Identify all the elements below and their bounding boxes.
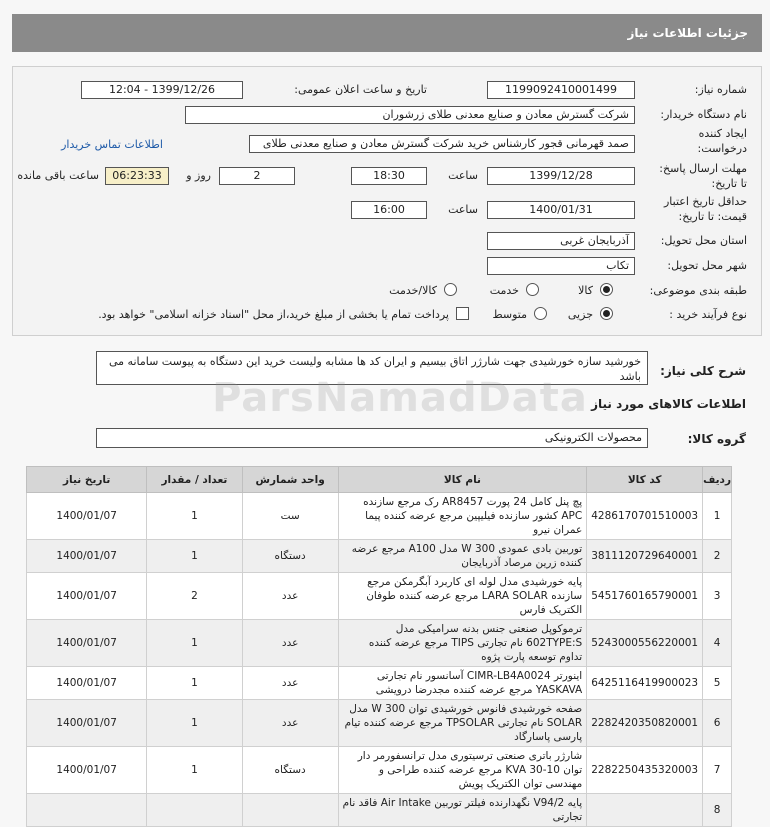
deadline-label-1: مهلت ارسال پاسخ: <box>659 162 747 175</box>
cell-row: 5 <box>703 667 732 700</box>
buyer-field: شرکت گسترش معادن و صنایع معدنی طلای زرشوران <box>185 106 635 124</box>
col-row-header: ردیف <box>703 467 732 493</box>
need-number-field: 1199092410001499 <box>487 81 635 99</box>
cell-date: 1400/01/07 <box>27 540 147 573</box>
goods-group-label: گروه کالا: <box>687 432 746 446</box>
cell-qty: 1 <box>147 700 242 747</box>
watermark: ParsNamadData <box>212 375 588 421</box>
validity-label-2: قیمت: تا تاریخ: <box>678 210 747 223</box>
col-code-header: کد کالا <box>587 467 703 493</box>
cell-date: 1400/01/07 <box>27 700 147 747</box>
creator-label-2: درخواست: <box>697 142 747 155</box>
days-field: 2 <box>219 167 295 185</box>
table-header-row <box>27 467 732 493</box>
category-label: طبقه بندی موضوعی: <box>649 284 747 297</box>
cell-code: 5451760165790001 <box>587 573 703 620</box>
items-table <box>26 466 732 827</box>
cell-date: 1400/01/07 <box>27 573 147 620</box>
page-header <box>12 14 762 52</box>
cell-row: 1 <box>703 493 732 540</box>
province-field: آذربایجان غربی <box>487 232 635 250</box>
process-minor-radio[interactable] <box>600 307 613 320</box>
cell-qty: 2 <box>147 573 242 620</box>
goods-group-field: محصولات الکترونیکی <box>96 428 648 448</box>
deadline-label-2: تا تاریخ: <box>711 177 747 190</box>
category-goods-label: کالا <box>578 284 593 297</box>
days-label: روز و <box>186 169 211 182</box>
city-label: شهر محل تحویل: <box>667 259 747 272</box>
cell-name: اینورتر CIMR-LB4A0024 آسانسور نام تجارتی YASKAVA مرجع عرضه کننده مجدرضا درویشی <box>338 667 587 700</box>
description-label: شرح کلی نیاز: <box>660 364 746 378</box>
table-row[interactable] <box>27 573 732 620</box>
cell-unit: عدد <box>242 700 338 747</box>
cell-code <box>587 794 703 827</box>
validity-time-label: ساعت <box>448 203 478 216</box>
remaining-time-field: 06:23:33 <box>105 167 169 185</box>
cell-date: 1400/01/07 <box>27 620 147 667</box>
table-row[interactable] <box>27 540 732 573</box>
col-name-header: نام کالا <box>338 467 587 493</box>
cell-name: ترموکوپل صنعتی جنس بدنه سرامیکی مدل 602TYPE:S نام تجارتی TIPS مرجع عرضه کننده تداوم توسعه پارت پژوه <box>338 620 587 667</box>
table-row[interactable] <box>27 747 732 794</box>
cell-qty: 1 <box>147 493 242 540</box>
need-number-label: شماره نیاز: <box>694 83 747 96</box>
cell-row: 6 <box>703 700 732 747</box>
cell-qty: 1 <box>147 747 242 794</box>
cell-qty: 1 <box>147 620 242 667</box>
cell-qty: 1 <box>147 667 242 700</box>
buyer-contact-link[interactable]: اطلاعات تماس خریدار <box>61 138 163 151</box>
cell-row: 8 <box>703 794 732 827</box>
cell-unit: ست <box>242 493 338 540</box>
col-qty-header: تعداد / مقدار <box>147 467 242 493</box>
col-unit-header: واحد شمارش <box>242 467 338 493</box>
cell-unit: دستگاه <box>242 747 338 794</box>
cell-name: شارژر باتری صنعتی ترسیتوری مدل ترانسفورمر دار توان 10-30 KVA مرجع عرضه کننده طراحی و مهندسی توان الکتریک پویش <box>338 747 587 794</box>
table-row[interactable] <box>27 667 732 700</box>
category-goods-radio[interactable] <box>600 283 613 296</box>
table-row[interactable] <box>27 493 732 540</box>
city-field: تکاب <box>487 257 635 275</box>
cell-row: 3 <box>703 573 732 620</box>
deadline-date-field: 1399/12/28 <box>487 167 635 185</box>
process-label: نوع فرآیند خرید : <box>669 308 747 321</box>
cell-name: پایه خورشیدی مدل لوله ای کاربرد آبگرمکن مرجع سازنده LARA SOLAR مرجع عرضه کننده طوفان الکتریک فارس <box>338 573 587 620</box>
treasury-payment-checkbox[interactable] <box>456 307 469 320</box>
category-service-label: خدمت <box>489 284 519 297</box>
cell-code: 3811120729640001 <box>587 540 703 573</box>
table-row[interactable] <box>27 700 732 747</box>
cell-unit: عدد <box>242 620 338 667</box>
process-medium-radio[interactable] <box>534 307 547 320</box>
cell-qty: 1 <box>147 540 242 573</box>
cell-row: 4 <box>703 620 732 667</box>
remaining-label: ساعت باقی مانده <box>17 169 99 182</box>
cell-name: پایه V94/2 نگهدارنده فیلتر توربین Air Intake فاقد نام تجارتی <box>338 794 587 827</box>
table-row[interactable] <box>27 794 732 827</box>
category-goods-service-radio[interactable] <box>444 283 457 296</box>
cell-name: پچ پنل کامل 24 پورت AR8457 رک مرجع سازنده APC کشور سازنده فیلیپین مرجع عرضه کننده پیما عمران نیرو <box>338 493 587 540</box>
deadline-time-label: ساعت <box>448 169 478 182</box>
cell-date: 1400/01/07 <box>27 493 147 540</box>
province-label: استان محل تحویل: <box>660 234 747 247</box>
need-details-panel <box>12 66 762 336</box>
category-goods-service-label: کالا/خدمت <box>389 284 437 297</box>
validity-label-1: حداقل تاریخ اعتبار <box>663 195 747 208</box>
description-field: خورشید سازه خورشیدی جهت شارژر اتاق بیسیم و ایران کد ها مشابه ولیست خرید این دستگاه به پیوست سامانه می باشد <box>96 351 648 385</box>
cell-code: 2282420350820001 <box>587 700 703 747</box>
cell-code: 5243000556220001 <box>587 620 703 667</box>
cell-unit: عدد <box>242 667 338 700</box>
cell-unit <box>242 794 338 827</box>
creator-field: صمد قهرمانی قجور کارشناس خرید شرکت گسترش معادن و صنایع معدنی طلای <box>249 135 635 153</box>
cell-code: 4286170701510003 <box>587 493 703 540</box>
announce-label: تاریخ و ساعت اعلان عمومی: <box>294 83 427 96</box>
cell-name: توربین بادی عمودی 300 W مدل A100 مرجع عرضه کننده زرین مرصاد آذربایجان <box>338 540 587 573</box>
cell-date: 1400/01/07 <box>27 747 147 794</box>
announce-field: 1399/12/26 - 12:04 <box>81 81 243 99</box>
process-medium-label: متوسط <box>492 308 527 321</box>
creator-label-1: ایجاد کننده <box>698 127 747 140</box>
cell-date <box>27 794 147 827</box>
cell-date: 1400/01/07 <box>27 667 147 700</box>
cell-qty <box>147 794 242 827</box>
cell-code: 2282250435320003 <box>587 747 703 794</box>
goods-section-title: اطلاعات کالاهای مورد نیاز <box>591 397 746 411</box>
deadline-time-field: 18:30 <box>351 167 427 185</box>
cell-name: صفحه خورشیدی فانوس خورشیدی توان 300 W مدل SOLAR نام تجارتی TPSOLAR مرجع عرضه کننده تیام پارسی پاسارگاد <box>338 700 587 747</box>
validity-time-field: 16:00 <box>351 201 427 219</box>
cell-row: 7 <box>703 747 732 794</box>
buyer-label: نام دستگاه خریدار: <box>660 108 747 121</box>
col-date-header: تاریخ نیاز <box>27 467 147 493</box>
treasury-payment-note: پرداخت تمام یا بخشی از مبلغ خرید،از محل "اسناد خزانه اسلامی" خواهد بود. <box>98 308 449 321</box>
page-title: جزئیات اطلاعات نیاز <box>627 26 748 40</box>
cell-code: 6425116419900023 <box>587 667 703 700</box>
cell-unit: دستگاه <box>242 540 338 573</box>
category-service-radio[interactable] <box>526 283 539 296</box>
cell-row: 2 <box>703 540 732 573</box>
validity-date-field: 1400/01/31 <box>487 201 635 219</box>
cell-unit: عدد <box>242 573 338 620</box>
process-minor-label: جزیی <box>567 308 593 321</box>
table-row[interactable] <box>27 620 732 667</box>
